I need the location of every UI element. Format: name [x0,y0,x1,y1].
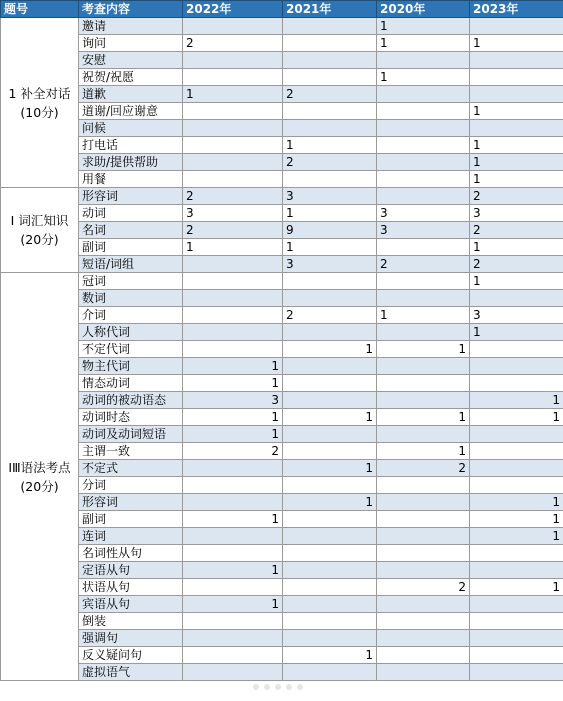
count-cell [183,579,283,596]
table-row [1,273,563,290]
count-cell [377,188,470,205]
count-cell [377,120,470,137]
header-year-2023: 2023年 [470,1,563,18]
count-cell [283,426,377,443]
count-cell: 3 [183,392,283,409]
count-cell [283,103,377,120]
count-cell: 2 [183,443,283,460]
table-row [1,630,563,647]
topic-cell: 副词 [79,511,183,528]
count-cell [470,596,563,613]
count-cell [470,426,563,443]
header-year-2021: 2021年 [283,1,377,18]
table-row [1,307,563,324]
count-cell: 1 [377,35,470,52]
count-cell: 2 [283,154,377,171]
table-row [1,596,563,613]
table-row [1,647,563,664]
table-row [1,545,563,562]
count-cell: 1 [470,154,563,171]
topic-cell: 问候 [79,120,183,137]
count-cell [183,341,283,358]
count-cell [377,103,470,120]
count-cell [183,477,283,494]
count-cell [283,375,377,392]
count-cell: 1 [470,239,563,256]
topic-cell: 动词及动词短语 [79,426,183,443]
count-cell [377,494,470,511]
topic-cell: 不定代词 [79,341,183,358]
count-cell: 3 [470,205,563,222]
topic-cell: 用餐 [79,171,183,188]
topic-cell: 不定式 [79,460,183,477]
count-cell: 3 [377,222,470,239]
count-cell [283,596,377,613]
count-cell: 1 [470,579,563,596]
table-row [1,188,563,205]
count-cell [377,290,470,307]
count-cell: 1 [377,409,470,426]
count-cell [470,664,563,681]
count-cell: 1 [183,426,283,443]
count-cell [377,137,470,154]
table-row [1,86,563,103]
count-cell [377,647,470,664]
table-row [1,137,563,154]
count-cell [183,290,283,307]
count-cell [183,154,283,171]
topic-cell: 分词 [79,477,183,494]
count-cell [470,562,563,579]
count-cell: 1 [470,528,563,545]
table-row [1,154,563,171]
count-cell: 1 [377,443,470,460]
header-row [1,1,563,18]
header-question-number: 题号 [1,1,79,18]
count-cell [377,154,470,171]
count-cell [377,239,470,256]
count-cell: 3 [183,205,283,222]
count-cell [470,18,563,35]
topic-cell: 动词时态 [79,409,183,426]
count-cell [283,35,377,52]
topic-cell: 短语/词组 [79,256,183,273]
count-cell: 1 [183,409,283,426]
table-row [1,171,563,188]
count-cell [183,171,283,188]
count-cell [470,443,563,460]
count-cell [283,477,377,494]
count-cell [377,375,470,392]
topic-cell: 冠词 [79,273,183,290]
count-cell: 3 [283,256,377,273]
topic-cell: 连词 [79,528,183,545]
count-cell [377,52,470,69]
count-cell: 2 [377,256,470,273]
table-row [1,256,563,273]
count-cell [377,171,470,188]
count-cell: 3 [283,188,377,205]
topic-cell: 道歉 [79,86,183,103]
count-cell [183,460,283,477]
count-cell: 2 [377,460,470,477]
count-cell: 1 [470,171,563,188]
count-cell: 1 [470,494,563,511]
count-cell [377,324,470,341]
count-cell [183,18,283,35]
count-cell [283,52,377,69]
count-cell [283,392,377,409]
count-cell [470,477,563,494]
count-cell [183,256,283,273]
topic-cell: 名词 [79,222,183,239]
count-cell [377,273,470,290]
count-cell: 1 [470,137,563,154]
table-row [1,205,563,222]
count-cell [377,528,470,545]
count-cell [283,171,377,188]
count-cell [377,511,470,528]
topic-cell: 状语从句 [79,579,183,596]
count-cell [377,596,470,613]
count-cell [283,630,377,647]
count-cell [283,579,377,596]
count-cell: 1 [377,307,470,324]
section-label: I 词汇知识 (20分) [1,188,79,273]
page-dot [275,684,281,690]
count-cell: 2 [283,86,377,103]
topic-cell: 名词性从句 [79,545,183,562]
table-row [1,494,563,511]
count-cell: 2 [283,307,377,324]
count-cell [470,613,563,630]
count-cell: 3 [470,307,563,324]
count-cell [283,290,377,307]
table-row [1,52,563,69]
table-row [1,103,563,120]
count-cell [283,273,377,290]
section-label: 1 补全对话 (10分) [1,18,79,188]
topic-cell: 数词 [79,290,183,307]
count-cell: 1 [183,358,283,375]
count-cell: 2 [470,222,563,239]
table-row [1,511,563,528]
count-cell [183,103,283,120]
topic-cell: 道谢/回应谢意 [79,103,183,120]
count-cell: 2 [470,188,563,205]
table-row [1,358,563,375]
count-cell [183,307,283,324]
topic-cell: 祝贺/祝愿 [79,69,183,86]
count-cell: 1 [377,69,470,86]
topic-cell: 宾语从句 [79,596,183,613]
count-cell: 1 [283,239,377,256]
header-year-2022: 2022年 [183,1,283,18]
count-cell [377,545,470,562]
table-row [1,324,563,341]
count-cell [377,664,470,681]
count-cell [283,528,377,545]
topic-cell: 安慰 [79,52,183,69]
table-row [1,528,563,545]
count-cell [377,630,470,647]
count-cell: 1 [183,375,283,392]
count-cell: 1 [470,273,563,290]
count-cell [183,647,283,664]
count-cell: 1 [283,494,377,511]
count-cell [283,664,377,681]
count-cell [283,358,377,375]
count-cell: 1 [470,324,563,341]
count-cell: 1 [470,511,563,528]
page-dot [286,684,292,690]
count-cell [470,86,563,103]
topic-cell: 强调句 [79,630,183,647]
count-cell [470,52,563,69]
count-cell: 3 [377,205,470,222]
count-cell: 1 [283,460,377,477]
count-cell [183,273,283,290]
count-cell [470,120,563,137]
page-indicator [253,684,303,692]
count-cell [283,545,377,562]
count-cell [283,18,377,35]
page-dot [297,684,303,690]
topic-cell: 副词 [79,239,183,256]
count-cell [470,341,563,358]
topic-cell: 动词 [79,205,183,222]
table-row [1,375,563,392]
count-cell: 1 [283,137,377,154]
count-cell: 1 [283,647,377,664]
table-row [1,341,563,358]
page-dot [264,684,270,690]
table-row [1,120,563,137]
topic-cell: 虚拟语气 [79,664,183,681]
topic-cell: 形容词 [79,188,183,205]
count-cell: 9 [283,222,377,239]
count-cell [470,358,563,375]
count-cell: 1 [183,511,283,528]
count-cell [183,69,283,86]
count-cell: 2 [183,35,283,52]
topic-cell: 介词 [79,307,183,324]
topic-cell: 情态动词 [79,375,183,392]
count-cell [377,426,470,443]
topic-cell: 定语从句 [79,562,183,579]
topic-cell: 主谓一致 [79,443,183,460]
topic-cell: 动词的被动语态 [79,392,183,409]
count-cell [283,69,377,86]
table-row [1,409,563,426]
count-cell [283,324,377,341]
topic-cell: 形容词 [79,494,183,511]
count-cell: 1 [470,392,563,409]
count-cell [283,562,377,579]
count-cell [377,86,470,103]
count-cell [183,137,283,154]
topic-cell: 物主代词 [79,358,183,375]
count-cell [470,69,563,86]
table-row [1,613,563,630]
table-row [1,664,563,681]
count-cell [183,324,283,341]
count-cell: 2 [183,222,283,239]
count-cell: 1 [377,18,470,35]
table-row [1,477,563,494]
count-cell [377,562,470,579]
count-cell [183,494,283,511]
topic-cell: 邀请 [79,18,183,35]
count-cell: 1 [470,35,563,52]
table-row [1,392,563,409]
topic-cell: 反义疑问句 [79,647,183,664]
count-cell: 1 [470,103,563,120]
count-cell: 1 [183,239,283,256]
count-cell: 1 [283,341,377,358]
count-cell [183,630,283,647]
count-cell: 1 [470,409,563,426]
count-cell [283,443,377,460]
count-cell [183,545,283,562]
table-row [1,426,563,443]
count-cell [470,630,563,647]
topic-cell: 人称代词 [79,324,183,341]
topic-cell: 倒装 [79,613,183,630]
count-cell [183,120,283,137]
count-cell [377,477,470,494]
count-cell [183,52,283,69]
count-cell [470,290,563,307]
table-row [1,239,563,256]
table-row [1,35,563,52]
count-cell: 2 [183,188,283,205]
count-cell [377,358,470,375]
table-row [1,222,563,239]
table-row [1,579,563,596]
topic-cell: 询问 [79,35,183,52]
count-cell: 1 [377,341,470,358]
count-cell [183,664,283,681]
count-cell [470,460,563,477]
count-cell [183,528,283,545]
topic-cell: 打电话 [79,137,183,154]
count-cell: 1 [183,562,283,579]
count-cell [470,545,563,562]
section-label: IⅢ语法考点 (20分) [1,273,79,681]
page-dot [253,684,259,690]
topic-cell: 求助/提供帮助 [79,154,183,171]
count-cell [377,613,470,630]
table-row [1,69,563,86]
header-content: 考查内容 [79,1,183,18]
count-cell: 1 [283,205,377,222]
count-cell: 1 [183,86,283,103]
count-cell [377,392,470,409]
table-row [1,460,563,477]
table-row [1,18,563,35]
count-cell [283,613,377,630]
table-row [1,443,563,460]
count-cell [470,375,563,392]
count-cell [283,120,377,137]
count-cell: 1 [183,596,283,613]
table-body [1,18,563,681]
count-cell [183,613,283,630]
count-cell: 1 [283,409,377,426]
count-cell [283,511,377,528]
count-cell: 2 [377,579,470,596]
header-year-2020: 2020年 [377,1,470,18]
count-cell [470,647,563,664]
count-cell: 2 [470,256,563,273]
table-row [1,290,563,307]
table-row [1,562,563,579]
